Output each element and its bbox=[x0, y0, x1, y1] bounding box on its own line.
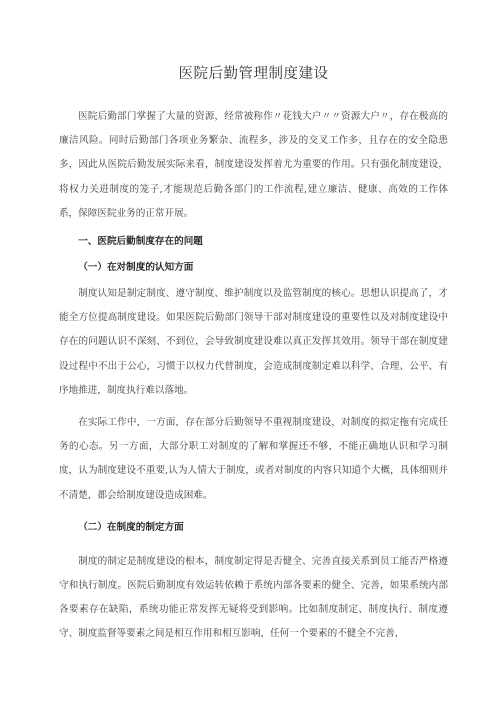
section-heading-problems: 一、医院后勤制度存在的问题 bbox=[78, 236, 203, 248]
paragraph-gap bbox=[59, 508, 448, 516]
document-title: 医院后勤管理制度建设 bbox=[178, 66, 329, 82]
cognition-paragraph-1: 制度认知是制定制度、遵守制度、维护制度以及监管制度的核心。思想认识提高了，才能全方位提高制度建设。如果医院后勤部门领导干部对制度建设的重要性以及对制度建设中存在的问题认识不深刻、不到位，会导致制度建设难以真正发挥其效用。领导干部在制度建设过程中不出于公心，习惯于以权力代替制度，会造成制度制定难以科学、合理、公平、有序地推进，制度执行难以落地。 bbox=[59, 288, 448, 396]
intro-paragraph: 医院后勤部门掌握了大量的资源，经常被称作〃花钱大户〃〃资源大户〃，存在极高的廉洁风险。同时后勤部门各项业务繁杂、流程多，涉及的交叉工作多，且存在的安全隐患多，因此从医院后勤发展实际来看，制度建设发挥着尤为重要的作用。只有强化制度建设，将权力关进制度的笼子,才能规范后勤各部门的工作流程,建立廉洁、健康、高效的工作体系，保障医院业务的正常开展。 bbox=[59, 111, 448, 219]
subsection-heading-formulation: （二）在制度的制定方面 bbox=[78, 521, 184, 533]
subsection-heading-cognition: （一）在对制度的认知方面 bbox=[78, 262, 194, 274]
formulation-paragraph-1: 制度的制定是制度建设的根本，制度制定得是否健全、完善直接关系到员工能否严格遵守和执行制度。医院后勤制度有效运转依赖于系统内部各要素的健全、完善，如果系统内部各要素存在缺陷，系统功能正常发挥无疑将受到影响。比如制度制定、制度执行、制度遵守、制度监督等要素之间是相互作用和相互影响，任何一个要素的不健全不完善， bbox=[59, 555, 448, 640]
paragraph-gap bbox=[59, 542, 448, 550]
cognition-paragraph-2: 在实际工作中，一方面，存在部分后勤领导不重视制度建设，对制度的拟定拖有完成任务的心态。另一方面，大部分职工对制度的了解和掌握还不够，不能正确地认识和学习制度，认为制度建设不重要,认为人情大于制度，或者对制度的内容只知道个大概，具体细则并不清楚，都会给制度建设造成困难。 bbox=[59, 417, 448, 501]
paragraph-gap bbox=[59, 403, 448, 411]
